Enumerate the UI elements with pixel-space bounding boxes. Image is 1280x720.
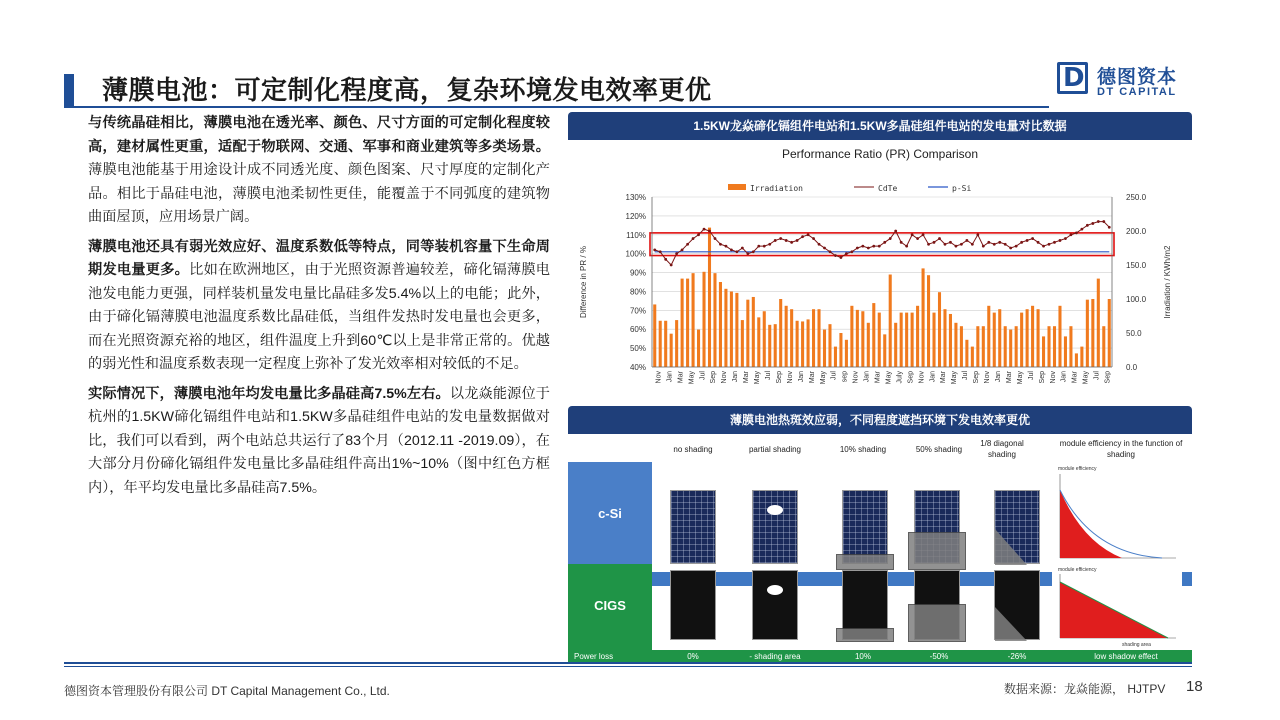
cdte-point: [785, 239, 788, 242]
y-right-tick-label: 200.0: [1126, 227, 1147, 236]
cdte-point: [1026, 239, 1029, 242]
footer-company: 德图资本管理股份有限公司 DT Capital Management Co., Ltd.: [64, 684, 390, 698]
irradiation-bar: [872, 303, 875, 367]
cdte-point: [768, 243, 771, 246]
irradiation-bar: [741, 320, 744, 367]
irradiation-bar: [839, 333, 842, 367]
irradiation-bar: [834, 347, 837, 367]
irradiation-bar: [1102, 326, 1105, 367]
irradiation-bar: [719, 282, 722, 367]
irradiation-bar: [1108, 299, 1111, 367]
cigs-loss-50: -50%: [929, 652, 949, 661]
y-tick-label: 60%: [629, 325, 646, 335]
cigs-efficiency-mini-chart: [1052, 564, 1182, 650]
page-number: 18: [1186, 678, 1203, 695]
x-tick-label: Sep: [710, 371, 718, 384]
col-10-shading: 10% shading: [839, 445, 887, 454]
cigs-loss-effect: low shadow effect: [1094, 652, 1158, 661]
irradiation-bar: [965, 340, 968, 367]
irradiation-bar: [746, 300, 749, 367]
irradiation-bar: [823, 330, 826, 367]
x-tick-label: Jan: [929, 371, 937, 383]
cigs-shade-50: [908, 604, 966, 642]
cdte-point: [807, 233, 810, 236]
x-tick-label: Nov: [786, 371, 794, 384]
cdte-point: [1102, 220, 1105, 223]
irradiation-bar: [1058, 306, 1061, 367]
cdte-point: [982, 245, 985, 248]
cdte-point: [850, 250, 853, 253]
y-right-axis-label: Irradiation / KWh/m2: [1163, 245, 1172, 319]
cdte-point: [872, 245, 875, 248]
irradiation-bar: [1064, 336, 1067, 367]
cigs-loss-label: Power loss: [574, 652, 614, 661]
cigs-loss-partial: - shading area: [749, 652, 801, 661]
cdte-point: [1086, 224, 1089, 227]
legend-label-cdte: CdTe: [878, 184, 898, 193]
csi-loss-effect: high shadow effect: [1092, 574, 1160, 583]
irradiation-bar: [670, 334, 673, 367]
irradiation-bar: [752, 297, 755, 367]
cdte-point: [1064, 237, 1067, 240]
cdte-point: [938, 237, 941, 240]
cdte-point: [823, 247, 826, 250]
irradiation-bar: [812, 309, 815, 367]
irradiation-bar: [653, 304, 656, 367]
irradiation-bar: [675, 320, 678, 367]
x-tick-label: Sep: [1038, 371, 1046, 384]
x-tick-label: Jan: [732, 371, 740, 383]
irradiation-bar: [1015, 326, 1018, 367]
legend-swatch-irradiation: [728, 184, 746, 190]
cdte-point: [763, 245, 766, 248]
x-tick-label: July: [896, 371, 904, 384]
pr-comparison-chart: [568, 142, 1192, 400]
irradiation-bar: [998, 309, 1001, 367]
cdte-point: [774, 239, 777, 242]
irradiation-bar: [922, 268, 925, 367]
x-tick-label: Nov: [721, 371, 729, 384]
x-tick-label: Jan: [863, 371, 871, 383]
cdte-point: [1042, 245, 1045, 248]
irradiation-bar: [768, 325, 771, 367]
cigs-mini-ylabel: module efficiency: [1058, 567, 1097, 573]
cdte-point: [1108, 226, 1111, 229]
cdte-point: [971, 243, 974, 246]
legend-label-psi: p-Si: [952, 184, 972, 193]
p1-text: 薄膜电池能基于用途设计成不同透光度、颜色图案、尺寸厚度的定制化产品。相比于晶硅电池，薄膜电池柔韧性更佳，能覆盖于不同弧度的建筑物曲面屋顶，应用场景广阔。: [88, 162, 550, 225]
cdte-point: [719, 243, 722, 246]
irradiation-bar: [763, 311, 766, 367]
cdte-point: [675, 252, 678, 255]
cdte-point: [889, 237, 892, 240]
irradiation-bar: [878, 313, 881, 367]
logo-mark: D: [1063, 63, 1085, 93]
cdte-point: [1080, 228, 1083, 231]
p1-bold: 与传统晶硅相比，薄膜电池在透光率、颜色、尺寸方面的可定制化程度较高，建材属性更重，适配于物联网、交通、军事和商业建筑等多类场景。: [88, 115, 550, 155]
irradiation-bar: [697, 330, 700, 367]
cdte-point: [1059, 239, 1062, 242]
irradiation-bar: [993, 313, 996, 367]
irradiation-bar: [692, 273, 695, 367]
irradiation-bar: [817, 309, 820, 367]
cdte-point: [730, 248, 733, 251]
cigs-panel-diagonal: [994, 570, 1040, 640]
irradiation-bar: [779, 299, 782, 367]
irradiation-bar: [790, 309, 793, 367]
irradiation-bar: [735, 293, 738, 367]
legend-label-irradiation: Irradiation: [750, 184, 803, 193]
cigs-loss-10: 10%: [854, 652, 871, 661]
chart-title: Performance Ratio (PR) Comparison: [781, 147, 979, 161]
col-no-shading: no shading: [673, 445, 713, 454]
x-tick-label: May: [754, 371, 762, 385]
irradiation-bar: [1053, 326, 1056, 367]
cdte-point: [681, 248, 684, 251]
x-tick-label: Mar: [1005, 371, 1013, 384]
cdte-point: [708, 230, 711, 233]
irradiation-bar: [861, 311, 864, 367]
cdte-point: [845, 252, 848, 255]
irradiation-bar: [949, 314, 952, 367]
x-tick-label: Nov: [655, 371, 663, 384]
y-tick-label: 40%: [629, 363, 646, 372]
x-tick-label: Nov: [852, 371, 860, 384]
irradiation-bar: [932, 313, 935, 367]
col-partial-shading: partial shading: [748, 445, 802, 454]
cdte-point: [1075, 231, 1078, 234]
csi-panel-diagonal: [994, 490, 1040, 564]
cdte-point: [905, 245, 908, 248]
csi-panel-10: [842, 490, 888, 564]
cdte-point: [779, 237, 782, 240]
cdte-point: [796, 239, 799, 242]
irradiation-bar: [702, 272, 705, 367]
x-tick-label: Mar: [743, 371, 751, 384]
cdte-point: [697, 233, 700, 236]
cigs-panel-partial: [752, 570, 798, 640]
irradiation-bar: [938, 292, 941, 367]
x-tick-label: Nov: [918, 371, 926, 384]
cdte-point: [653, 248, 656, 251]
x-tick-label: Jul: [1027, 371, 1035, 380]
irradiation-bar: [943, 309, 946, 367]
cdte-point: [1097, 220, 1100, 223]
cigs-mini-xlabel: shading area: [1122, 642, 1151, 648]
cdte-point: [735, 250, 738, 253]
y-right-tick-label: 100.0: [1126, 295, 1147, 304]
irradiation-bar: [856, 310, 859, 367]
irradiation-bar: [686, 279, 689, 367]
x-tick-label: May: [688, 371, 696, 385]
cdte-point: [955, 245, 958, 248]
irradiation-bar: [954, 323, 957, 367]
footer-rule-thin: [64, 666, 1192, 667]
cdte-point: [818, 243, 821, 246]
irradiation-bar: [664, 321, 667, 367]
title-accent-bar: [64, 74, 74, 108]
x-tick-label: Jul: [830, 371, 838, 380]
irradiation-bar: [867, 323, 870, 367]
cdte-point: [965, 239, 968, 242]
cdte-point: [664, 258, 667, 261]
irradiation-bar: [850, 306, 853, 367]
page-title: 薄膜电池：可定制化程度高，复杂环境发电效率更优: [102, 75, 712, 105]
irradiation-bar: [807, 319, 810, 367]
irradiation-bar: [1086, 300, 1089, 367]
irradiation-bar: [724, 289, 727, 367]
cdte-point: [922, 233, 925, 236]
cdte-point: [1015, 245, 1018, 248]
irradiation-bar: [708, 228, 711, 367]
irradiation-bar: [796, 321, 799, 367]
irradiation-bar: [774, 324, 777, 367]
y-tick-label: 70%: [629, 306, 646, 316]
cdte-point: [686, 243, 689, 246]
irradiation-bar: [1075, 353, 1078, 367]
shading-panel-header: 薄膜电池热斑效应弱，不同程度遮挡环境下发电效率更优: [568, 406, 1192, 434]
cdte-point: [659, 250, 662, 253]
cdte-point: [1091, 222, 1094, 225]
irradiation-bar: [987, 306, 990, 367]
irradiation-bar: [713, 273, 716, 367]
p3-bold: 实际情况下，薄膜电池年均发电量比多晶硅高7.5%左右。: [88, 385, 450, 402]
footer-source: 数据来源：龙焱能源， HJTPV: [1004, 682, 1166, 696]
cdte-point: [916, 237, 919, 240]
irradiation-bar: [916, 306, 919, 367]
cdte-point: [894, 230, 897, 233]
cdte-point: [1031, 237, 1034, 240]
y-tick-label: 100%: [625, 249, 646, 259]
irradiation-bar: [960, 326, 963, 367]
x-tick-label: Sep: [907, 371, 915, 384]
cdte-point: [867, 247, 870, 250]
cdte-point: [746, 252, 749, 255]
irradiation-bar: [900, 313, 903, 367]
y-tick-label: 50%: [629, 344, 646, 354]
x-tick-label: Nov: [984, 371, 992, 384]
cdte-point: [1048, 243, 1051, 246]
cdte-point: [949, 241, 952, 244]
paragraph-1: [88, 112, 550, 230]
irradiation-bar: [1042, 336, 1045, 367]
cdte-point: [725, 245, 728, 248]
cdte-point: [933, 241, 936, 244]
irradiation-bar: [1069, 326, 1072, 367]
x-tick-label: May: [951, 371, 959, 385]
y-right-tick-label: 50.0: [1126, 329, 1142, 338]
x-tick-label: sep: [841, 371, 849, 383]
irradiation-bar: [681, 279, 684, 367]
p2-bold: 薄膜电池还具有弱光效应好、温度系数低等特点，同等装机容量下生命周期发电量更多。: [88, 238, 550, 278]
paragraph-2: [88, 236, 550, 377]
x-tick-label: Mar: [677, 371, 685, 384]
x-tick-label: May: [885, 371, 893, 385]
irradiation-bar: [1026, 309, 1029, 367]
irradiation-bar: [1047, 326, 1050, 367]
leaf-shadow-icon: [767, 505, 783, 515]
y-tick-label: 130%: [625, 193, 646, 202]
dt-logo-icon: [1057, 62, 1088, 94]
irradiation-bar: [1037, 309, 1040, 367]
leaf-shadow-icon: [767, 585, 783, 595]
cdte-point: [900, 241, 903, 244]
x-tick-label: May: [1016, 371, 1024, 385]
cdte-point: [741, 247, 744, 250]
y-right-tick-label: 150.0: [1126, 261, 1147, 270]
cigs-shade-10: [836, 628, 894, 642]
cigs-loss-no-shading: 0%: [687, 652, 699, 661]
logo-text-en: DT CAPITAL: [1097, 86, 1177, 98]
cigs-loss-diagonal: -26%: [1007, 652, 1027, 661]
csi-mini-ylabel: module efficiency: [1058, 466, 1097, 472]
cdte-point: [790, 241, 793, 244]
x-tick-label: Jul: [699, 371, 707, 380]
irradiation-bar: [905, 313, 908, 367]
x-tick-label: Sep: [1104, 371, 1112, 384]
irradiation-bar: [971, 347, 974, 367]
shading-comparison: [568, 434, 1192, 662]
irradiation-bar: [883, 334, 886, 367]
irradiation-bar: [785, 306, 788, 367]
cdte-point: [829, 250, 832, 253]
irradiation-bar: [1080, 347, 1083, 367]
y-tick-label: 110%: [626, 230, 646, 240]
x-tick-label: Jul: [1093, 371, 1101, 380]
irradiation-bar: [845, 340, 848, 367]
cdte-point: [703, 228, 706, 231]
irradiation-bar: [757, 317, 760, 367]
cdte-point: [752, 250, 755, 253]
cdte-point: [1004, 243, 1007, 246]
cdte-point: [1053, 241, 1056, 244]
cdte-point: [1070, 233, 1073, 236]
cdte-point: [757, 245, 760, 248]
cdte-point: [976, 233, 979, 236]
x-tick-label: Jan: [666, 371, 674, 383]
irradiation-bar: [1004, 326, 1007, 367]
p2-text: 比如在欧洲地区，由于光照资源普遍较差，碲化镉薄膜电池发电能力更强，同样装机量发电量比晶硅多发5.4%以上的电能；此外，由于碲化镉薄膜电池温度系数比晶硅低，当组件发热时发电量也会更多，而在光照资源充裕的地区，组件温度上升到60℃以上是非常正常的。优越的弱光性和温度系数表现一定程度上弥补了发光效率相对较低的不足。: [88, 262, 550, 372]
col-50-shading: 50% shading: [915, 445, 963, 454]
csi-mini-xlabel: shading area: [1122, 564, 1151, 570]
y-right-tick-label: 250.0: [1126, 193, 1147, 202]
cdte-point: [801, 235, 804, 238]
cdte-point: [840, 256, 843, 259]
cdte-point: [960, 243, 963, 246]
cdte-point: [993, 243, 996, 246]
irradiation-bar: [730, 292, 733, 367]
y-right-tick-label: 0.0: [1126, 363, 1138, 372]
cdte-point: [1009, 247, 1012, 250]
title-divider: [64, 106, 1049, 108]
x-tick-label: Nov: [1049, 371, 1057, 384]
csi-panel-partial: [752, 490, 798, 564]
diagonal-shade-cigs: [995, 571, 1041, 641]
x-tick-label: Jan: [995, 371, 1002, 383]
cdte-point: [998, 241, 1001, 244]
cdte-point: [883, 241, 886, 244]
cigs-label: CIGS: [594, 598, 626, 613]
x-tick-label: Mar: [1071, 370, 1079, 384]
irradiation-bar: [911, 313, 914, 367]
x-tick-label: Jan: [1060, 371, 1068, 383]
paragraph-3: [88, 383, 550, 501]
cdte-point: [861, 245, 864, 248]
x-tick-label: Jul: [765, 371, 772, 380]
csi-panel-no-shading: [670, 490, 716, 564]
x-tick-label: Sep: [973, 371, 981, 384]
csi-label: c-Si: [598, 506, 622, 521]
csi-efficiency-mini-chart: [1052, 462, 1182, 572]
cigs-panel-no-shading: [670, 570, 716, 640]
irradiation-bar: [1020, 313, 1023, 367]
irradiation-bar: [828, 324, 831, 367]
cdte-point: [927, 243, 930, 246]
footer-rule: [64, 662, 1192, 664]
irradiation-bar: [976, 326, 979, 367]
irradiation-bar: [1097, 279, 1100, 367]
cdte-point: [944, 243, 947, 246]
x-tick-label: Mar: [874, 371, 882, 384]
x-tick-label: Jan: [797, 371, 805, 383]
cdte-point: [911, 233, 914, 236]
irradiation-bar: [894, 323, 897, 367]
y-tick-label: 80%: [629, 287, 646, 297]
diagonal-shade-csi: [995, 491, 1041, 565]
cdte-point: [1037, 241, 1040, 244]
logo-text-cn: 德图资本: [1097, 67, 1178, 88]
x-tick-label: Sep: [775, 371, 783, 384]
y-tick-label: 120%: [625, 211, 646, 221]
irradiation-bar: [659, 321, 662, 367]
cigs-row: [568, 564, 1192, 662]
cdte-point: [692, 237, 695, 240]
cdte-point: [987, 241, 990, 244]
irradiation-bar: [927, 275, 930, 367]
y-tick-label: 90%: [629, 268, 646, 278]
cdte-point: [1020, 241, 1023, 244]
irradiation-bar: [889, 275, 892, 367]
body-text: [88, 112, 550, 506]
col-efficiency-function: module efficiency in the function of shading: [1059, 439, 1183, 459]
cdte-point: [812, 237, 815, 240]
x-tick-label: Mar: [940, 371, 948, 384]
chart-panel-header: 1.5KW龙焱碲化镉组件电站和1.5KW多晶硅组件电站的发电量对比数据: [568, 112, 1192, 140]
x-tick-label: May: [819, 371, 827, 385]
cdte-point: [670, 264, 673, 267]
cdte-line: [655, 222, 1110, 265]
x-tick-label: Mar: [808, 371, 816, 384]
cdte-point: [834, 254, 837, 257]
x-tick-label: May: [1082, 371, 1090, 385]
cdte-point: [878, 245, 881, 248]
x-tick-label: Jul: [962, 371, 970, 380]
irradiation-bar: [1091, 299, 1094, 367]
y-axis-label: Difference in PR / %: [579, 246, 588, 318]
irradiation-bar: [1009, 330, 1012, 367]
irradiation-bar: [982, 326, 985, 367]
irradiation-bar: [1031, 306, 1034, 367]
pr-chart-svg: [568, 142, 1192, 400]
p3-text: 以龙焱能源位于杭州的1.5KW碲化镉组件电站和1.5KW多晶硅组件电站的发电量数据做对比，我们可以看到，两个电站总共运行了83个月（2012.11 -2019.09），在大部分月份碲化镉组件发电量比多晶硅组件高出1%~10%（图中红色方框内），年平均发电量比多晶硅高7.5%。: [88, 385, 550, 496]
cdte-point: [856, 247, 859, 250]
cdte-point: [714, 237, 717, 240]
irradiation-bar: [801, 321, 804, 367]
col-diagonal-shading: 1/8 diagonal shading: [980, 439, 1024, 459]
